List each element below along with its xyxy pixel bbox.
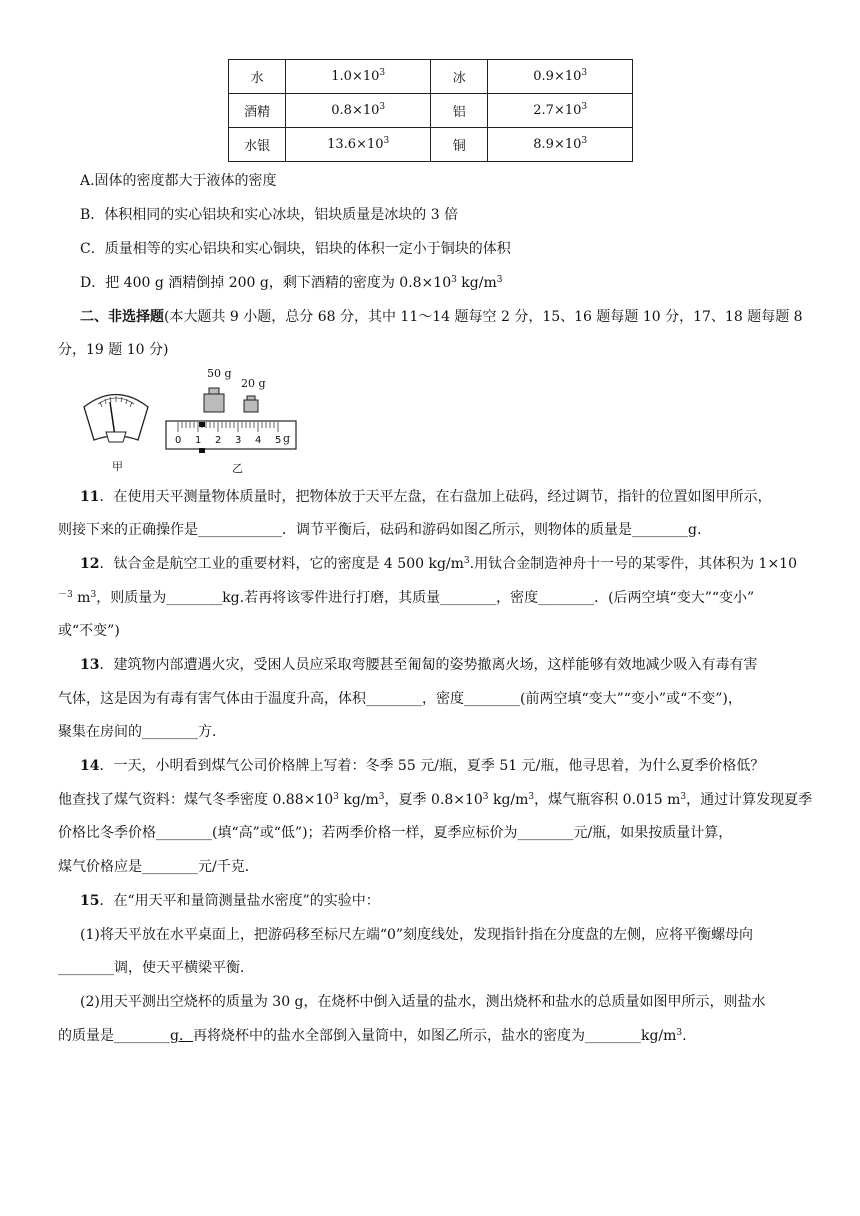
question-13-line: 13．建筑物内部遭遇火灾，受困人员应采取弯腰甚至匍匐的姿势撤离火场，这样能够有效地减少吸入有毒有害 — [80, 657, 758, 673]
table-cell: $8.9\times 10^3$ — [488, 128, 633, 162]
pointer-dial-icon — [84, 395, 148, 443]
weight-20g-icon — [244, 396, 258, 412]
table-cell: 水银 — [229, 128, 286, 162]
weight-50g-label: 50 g — [207, 367, 232, 380]
scale-tick-label: 0 — [175, 435, 182, 446]
table-cell: $13.6\times 10^3$ — [286, 128, 431, 162]
scale-tick-label: 1 — [195, 435, 202, 446]
question-11-line: 则接下来的正确操作是____________．调节平衡后，砝码和游码如图乙所示，则物体的质量是________g. — [58, 522, 702, 538]
question-15-part2: 的质量是________g．再将烧杯中的盐水全部倒入量筒中，如图乙所示，盐水的密度为$\_\_\_\_\_\_\_\_kg/m^3$. — [58, 1028, 687, 1044]
table-cell: 冰 — [431, 60, 488, 94]
weight-50g-icon — [204, 388, 224, 412]
option-b: B．体积相同的实心铝块和实心冰块，铝块质量是冰块的 3 倍 — [80, 207, 459, 223]
question-14-line: 煤气价格应是________元/千克． — [58, 859, 259, 875]
figure-label-jia: 甲 — [112, 460, 123, 473]
table-row — [229, 60, 633, 94]
question-14-line: 他查找了煤气资料：煤气冬季密度 $0.88\times 10^3$ $kg/m^3$，夏季 $0.8\times 10^3$ $kg/m^3$，煤气瓶容积 0.015 $m^3$，通过计算发现夏季 — [58, 792, 813, 808]
scale-tick-label: 5 — [275, 435, 282, 446]
question-15-part1: (1)将天平放在水平桌面上，把游码移至标尺左端“0”刻度线处，发现指针指在分度盘的左侧，应将平衡螺母向 — [80, 927, 754, 943]
section-desc-cont: 分，19 题 10 分) — [58, 342, 169, 358]
scale-tick-label: 3 — [235, 435, 242, 446]
table-row — [229, 94, 633, 128]
question-12-line: 12．钛合金是航空工业的重要材料，它的密度是 4 500 $kg/m^3$.用钛合金制造神舟十一号的某零件，其体积为 1×10 — [80, 556, 797, 572]
rider-scale — [166, 421, 296, 453]
question-15-part1: ________调，使天平横梁平衡． — [58, 960, 254, 976]
question-15-line: 15．在“用天平和量筒测量盐水密度”的实验中： — [80, 893, 380, 909]
table-cell: 酒精 — [229, 94, 286, 128]
rider-marker — [199, 422, 205, 427]
table-cell: $0.9\times 10^3$ — [488, 60, 633, 94]
scale-tick-label: 4 — [255, 435, 262, 446]
question-13-line: 气体，这是因为有毒有害气体由于温度升高，体积________，密度________(前两空填“变大”“变小”或“不变”)， — [58, 691, 742, 707]
rider-marker-bottom — [199, 448, 205, 453]
table-cell: $2.7\times 10^3$ — [488, 94, 633, 128]
table-cell: 铜 — [431, 128, 488, 162]
table-row — [229, 128, 633, 162]
figure-label-yi: 乙 — [232, 462, 243, 475]
table-cell: $1.0\times 10^3$ — [286, 60, 431, 94]
table-cell: $0.8\times 10^3$ — [286, 94, 431, 128]
question-14-line: 价格比冬季价格________(填“高”或“低”)；若两季价格一样，夏季应标价为________元/瓶，如果按质量计算， — [58, 825, 733, 841]
section-heading — [80, 307, 815, 327]
density-table — [228, 59, 633, 162]
option-d: D．把 400 g 酒精倒掉 200 g，剩下酒精的密度为 $0.8\times 10^3$ $kg/m^3$ — [80, 275, 503, 291]
section-title: 二、非选择题 — [80, 309, 164, 325]
section-desc: (本大题共 9 小题，总分 68 分，其中 11～14 题每空 2 分，15、16 题每题 10 分，17、18 题每题 8 — [164, 309, 803, 325]
option-c: C．质量相等的实心铝块和实心铜块，铝块的体积一定小于铜块的体积 — [80, 241, 511, 257]
question-14-line: 14．一天，小明看到煤气公司价格牌上写着：冬季 55 元/瓶，夏季 51 元/瓶，他寻思着，为什么夏季价格低？ — [80, 758, 765, 774]
option-a: A.固体的密度都大于液体的密度 — [80, 173, 277, 189]
question-13-line: 聚集在房间的________方． — [58, 724, 226, 740]
scale-unit: g — [283, 432, 291, 445]
question-12-line: $^{-3}$ $m^3$，则质量为________kg.若再将该零件进行打磨，其质量________，密度________．(后两空填“变大”“变小” — [58, 590, 755, 606]
scale-tick-label: 2 — [215, 435, 222, 446]
weight-20g-label: 20 g — [241, 377, 266, 390]
table-cell: 水 — [229, 60, 286, 94]
question-11-line: 11．在使用天平测量物体质量时，把物体放于天平左盘，在右盘加上砝码，经过调节，指针的位置如图甲所示， — [80, 489, 772, 505]
question-12-line: 或“不变”) — [58, 623, 120, 639]
question-15-part2: (2)用天平测出空烧杯的质量为 30 g，在烧杯中倒入适量的盐水，测出烧杯和盐水的总质量如图甲所示，则盐水 — [80, 994, 766, 1010]
table-cell: 铝 — [431, 94, 488, 128]
